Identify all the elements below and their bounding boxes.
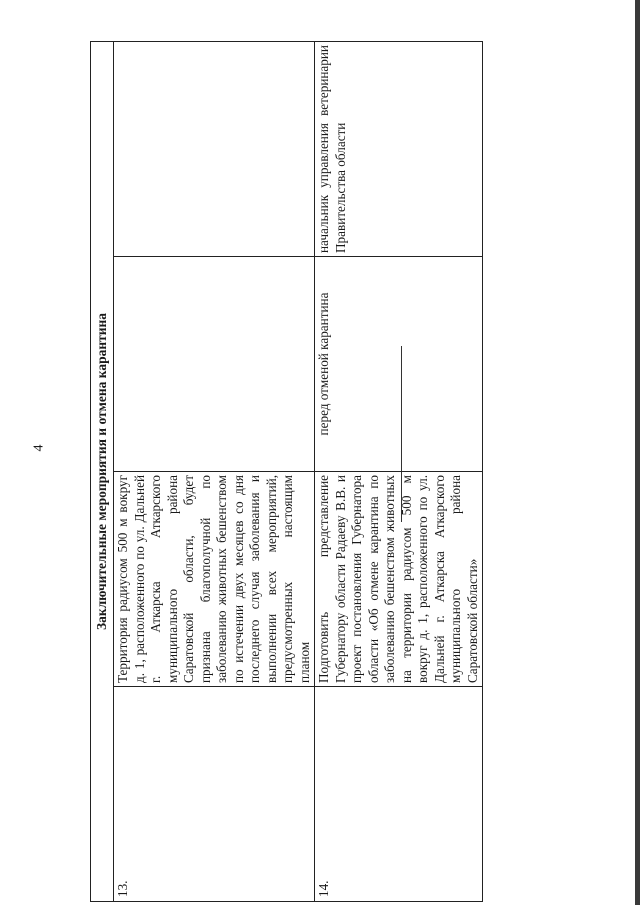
row-responsible	[114, 42, 315, 257]
row-deadline: перед отменой карантина	[315, 257, 483, 472]
measures-table-rotated	[90, 41, 480, 902]
row-deadline	[114, 257, 315, 472]
table-row	[114, 42, 315, 902]
row-responsible: начальник управления ветеринарии Правительства области	[315, 42, 483, 257]
row-number: 13.	[114, 687, 315, 902]
row-number: 14.	[315, 687, 483, 902]
section-title: Заключительные мероприятия и отмена карантина	[91, 42, 114, 902]
row-description: Подготовить представление Губернатору области Радаеву В.В. и проект постановления Губернатора области «Об отмене карантина по заболеванию бешенством животных на территории радиусом 500 м вокруг д. 1, расположенного по ул. Дальней г. Аткарска Аткарского муниципального района Саратовской области»	[315, 472, 483, 687]
table-row	[315, 42, 483, 902]
page-edge	[635, 0, 640, 905]
section-header-row	[91, 42, 114, 902]
row-description: Территория радиусом 500 м вокруг д. 1, расположенного по ул. Дальней г. Аткарска Аткарского муниципального района Саратовской области, будет признана благополучной по заболеванию животных бешенством по истечении двух месяцев со дня последнего случая заболевания и выполнении всех мероприятий, предусмотренных настоящим планом	[114, 472, 315, 687]
measures-table	[90, 41, 483, 902]
measures-table-container	[90, 41, 480, 902]
page-number: 4	[31, 444, 47, 452]
